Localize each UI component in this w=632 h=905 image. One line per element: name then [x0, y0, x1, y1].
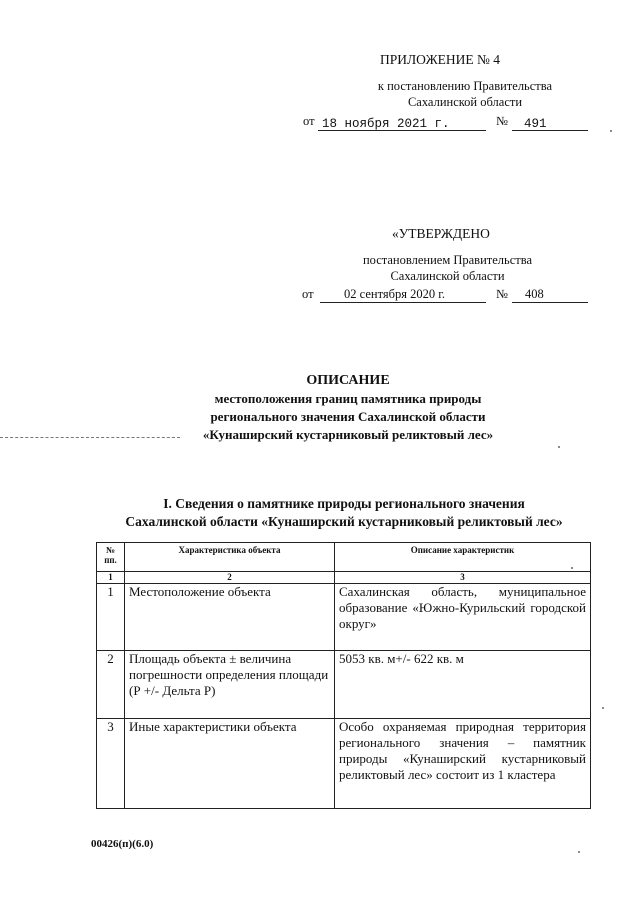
appendix-title: ПРИЛОЖЕНИЕ № 4 [380, 52, 501, 67]
row-num: 1 [97, 584, 125, 651]
row-description: Особо охраняемая природная территория регионального значения – памятник природы «Кунаширский кустарниковый реликтовый лес» состоит из 1 кластера [335, 719, 591, 809]
section1-line2: Сахалинской области «Кунаширский кустарниковый реликтовый лес» [125, 514, 563, 529]
table-row [97, 651, 591, 719]
info-table [96, 542, 591, 809]
appendix-line1: к постановлению Правительства [377, 79, 553, 93]
scan-speck [602, 707, 604, 709]
description-line2: регионального значения Сахалинской области [210, 409, 486, 424]
section1-line1: I. Сведения о памятнике природы регионального значения [163, 496, 525, 511]
row-num: 2 [97, 651, 125, 719]
table-header-row [97, 543, 591, 572]
row-characteristic: Иные характеристики объекта [125, 719, 335, 809]
row-num: 3 [97, 719, 125, 809]
col-number-3: 3 [335, 572, 591, 584]
approval-from-label: от [302, 287, 314, 301]
description-line3: «Кунаширский кустарниковый реликтовый лес» [202, 427, 494, 442]
approval-date-underline [320, 302, 486, 303]
scan-speck [571, 567, 573, 569]
appendix-from-label: от [303, 114, 315, 128]
approval-number: 408 [525, 287, 544, 301]
table-row [97, 719, 591, 809]
scan-speck [558, 446, 560, 448]
row-characteristic: Площадь объекта ± величина погрешности определения площади (Р +/- Дельта Р) [125, 651, 335, 719]
scan-artifact-line [0, 437, 180, 438]
col-number-2: 2 [125, 572, 335, 584]
table-column-number-row [97, 572, 591, 584]
header-description: Описание характеристик [335, 543, 591, 572]
table-row [97, 584, 591, 651]
approval-date: 02 сентября 2020 г. [344, 287, 446, 301]
appendix-date-underline [318, 130, 486, 131]
description-heading: ОПИСАНИЕ [306, 373, 390, 388]
appendix-number: 491 [524, 117, 547, 131]
scan-speck [578, 851, 580, 853]
approval-line2: Сахалинской области [390, 269, 505, 283]
description-line1: местоположения границ памятника природы [214, 391, 482, 406]
row-description: Сахалинская область, муниципальное образование «Южно-Курильский городской округ» [335, 584, 591, 651]
col-number-1: 1 [97, 572, 125, 584]
appendix-date: 18 ноября 2021 г. [322, 117, 450, 131]
header-num: № пп. [97, 543, 125, 572]
header-characteristic: Характеристика объекта [125, 543, 335, 572]
appendix-number-underline [512, 130, 588, 131]
approval-number-underline [512, 302, 588, 303]
row-description: 5053 кв. м+/- 622 кв. м [335, 651, 591, 719]
approval-number-label: № [496, 287, 508, 301]
approval-title: «УТВЕРЖДЕНО [392, 226, 490, 241]
scan-speck [610, 130, 612, 132]
appendix-line2: Сахалинской области [407, 95, 523, 109]
footer-code: 00426(п)(6.0) [91, 838, 154, 850]
row-characteristic: Местоположение объекта [125, 584, 335, 651]
approval-line1: постановлением Правительства [362, 253, 533, 267]
appendix-number-label: № [496, 114, 508, 128]
